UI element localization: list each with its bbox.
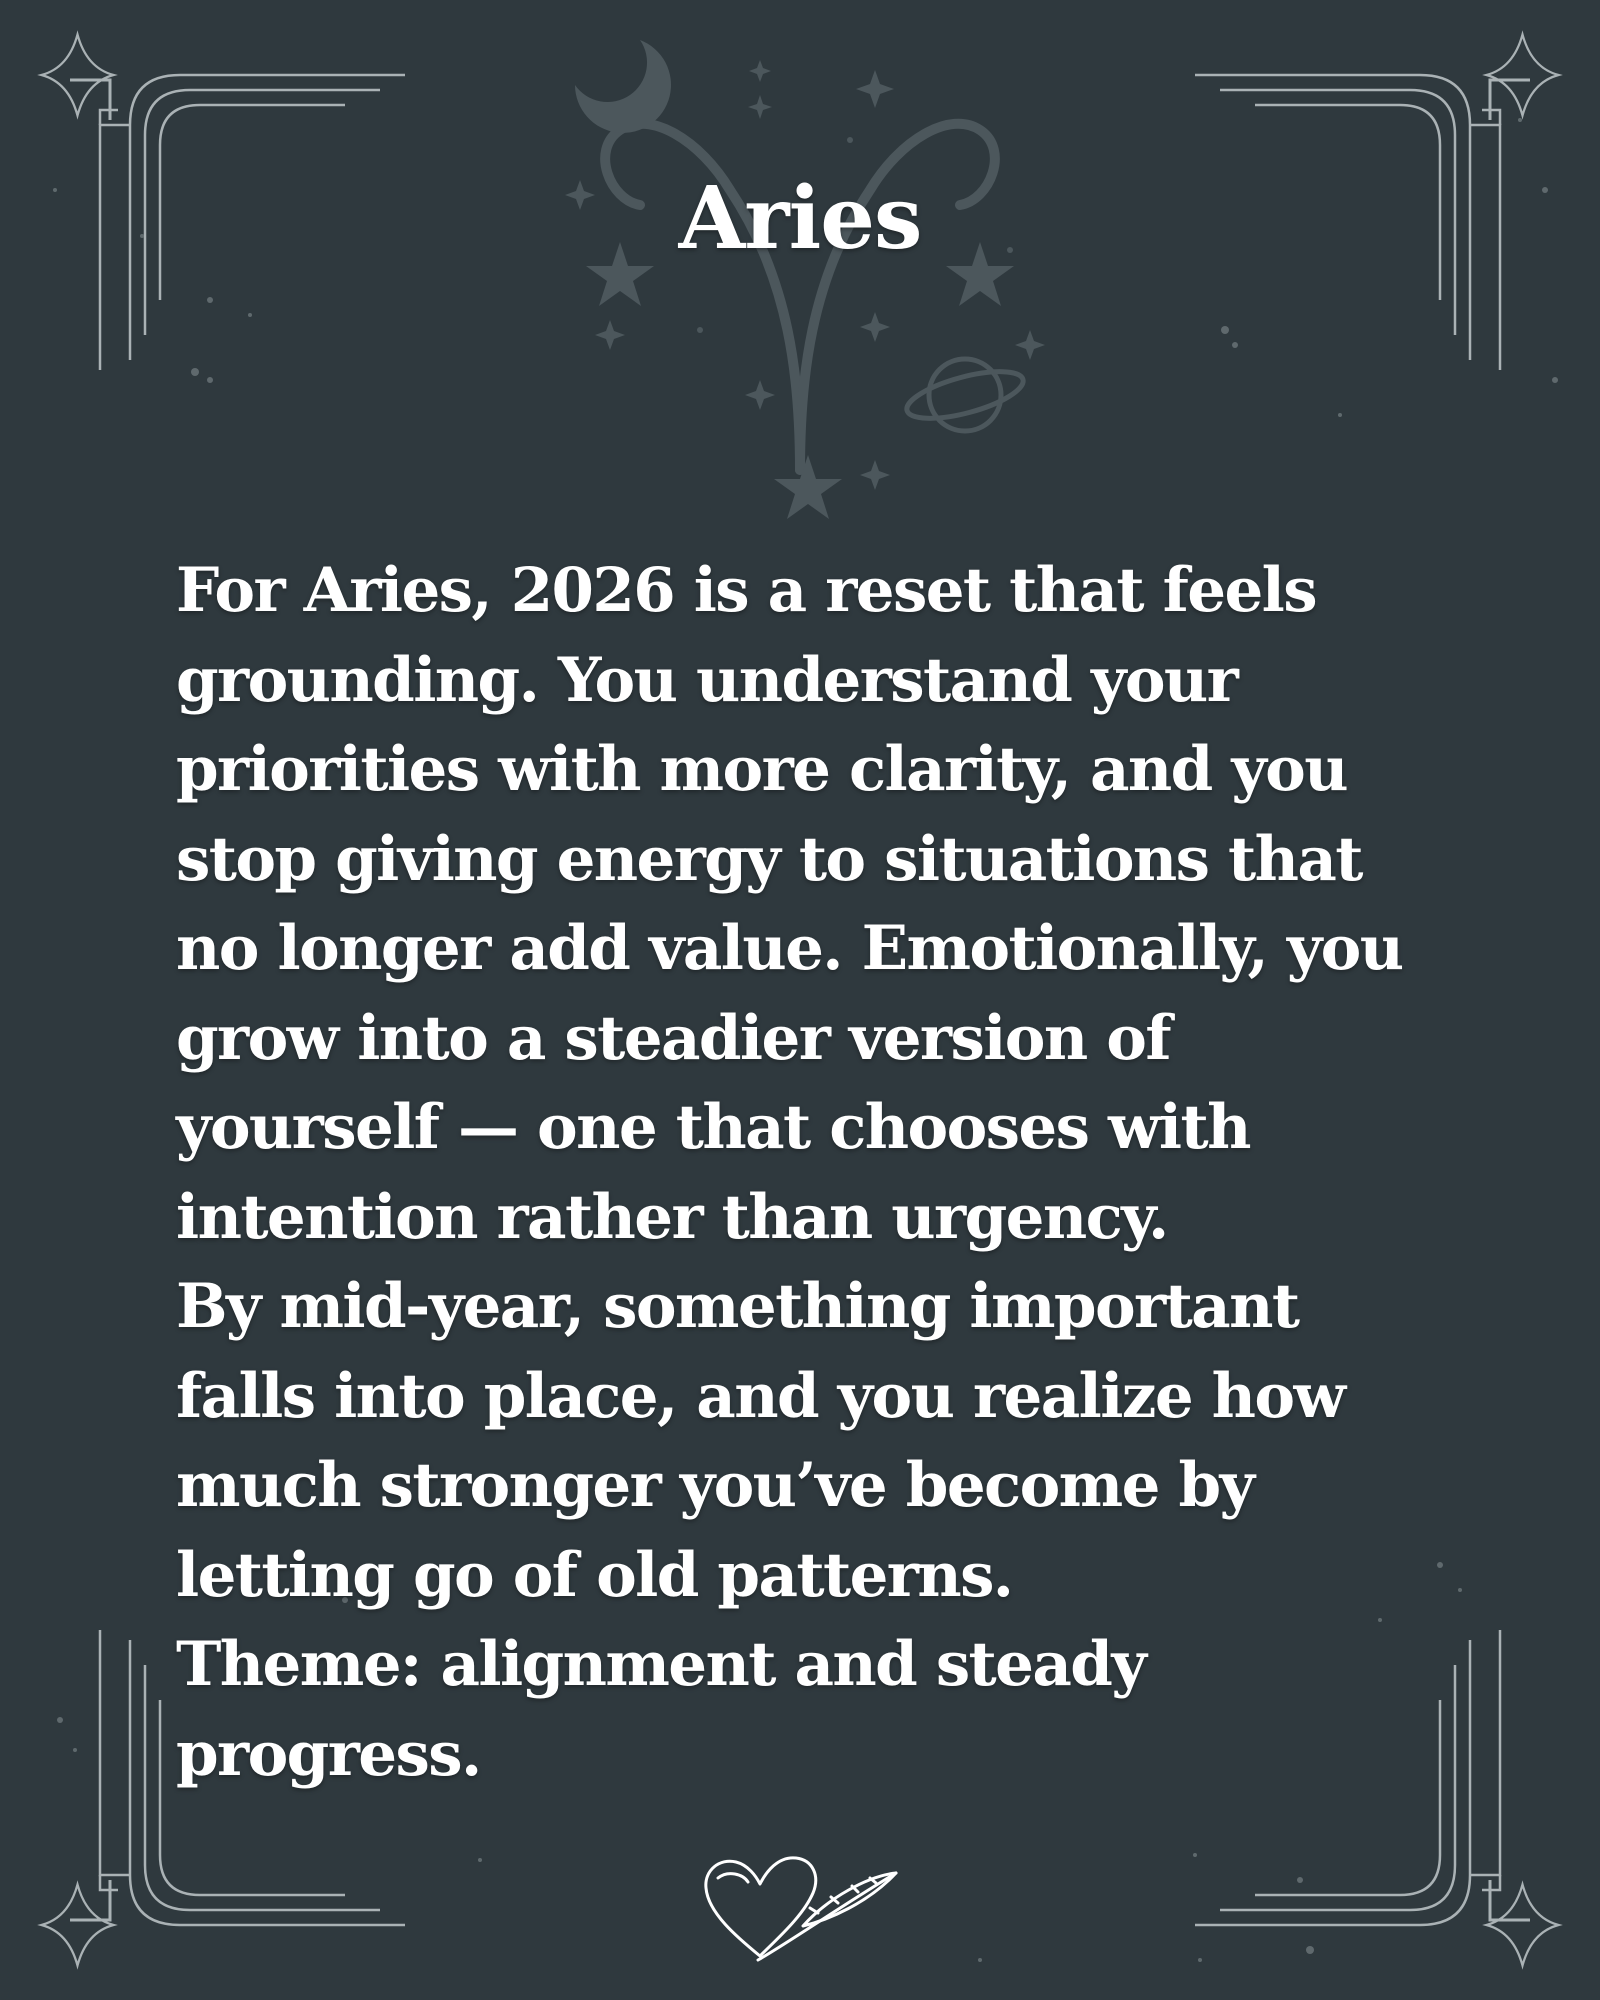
body-paragraph: For Aries, 2026 is a reset that feels grounding. You understand your priorities with more clarity, and you stop giving energy to situations that no longer add value. Emotionally, you grow into a steadier version of yourself — one that chooses with intention rather than urgency.: [176, 555, 1403, 1253]
page-title: Aries: [678, 168, 922, 269]
heart-quill-icon: [698, 1848, 908, 1966]
body-paragraph: By mid-year, something important falls into place, and you realize how much stronger you’ve become by letting go of old patterns.: [176, 1271, 1345, 1611]
crescent-moon-icon: [575, 40, 671, 133]
theme-paragraph: Theme: alignment and steady progress.: [176, 1629, 1146, 1790]
horoscope-body: [176, 546, 1416, 1799]
planet-icon: [902, 359, 1027, 431]
